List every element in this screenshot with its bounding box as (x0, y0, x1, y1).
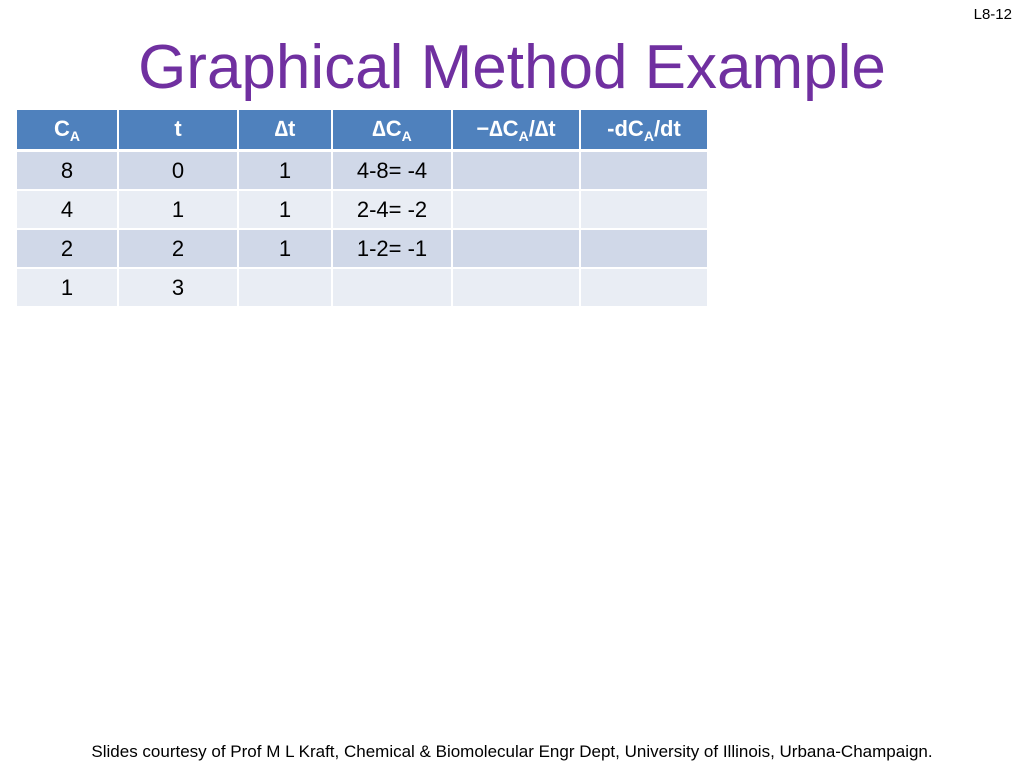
table-cell: 1 (239, 152, 333, 191)
table-cell (453, 269, 581, 308)
table-row (17, 191, 707, 230)
table-cell: 2 (17, 230, 119, 269)
table-row (17, 230, 707, 269)
header-neg-delta-ca-over-delta-t: $-\Delta C_A/\Delta t$ (453, 110, 581, 152)
data-table (17, 110, 707, 308)
table-cell: 4 (17, 191, 119, 230)
slide-number: L8-12 (973, 6, 1012, 23)
table-cell: 2-4= -2 (333, 191, 453, 230)
table-cell: 1 (239, 230, 333, 269)
table-cell: 1-2= -1 (333, 230, 453, 269)
table-cell: 3 (119, 269, 239, 308)
table-cell (581, 191, 707, 230)
table-cell (453, 230, 581, 269)
table-cell (453, 152, 581, 191)
table-cell: 2 (119, 230, 239, 269)
header-delta-ca: $\Delta C_A$ (333, 110, 453, 152)
table-cell (239, 269, 333, 308)
table-cell: 1 (119, 191, 239, 230)
table-cell: 1 (239, 191, 333, 230)
table-cell (581, 230, 707, 269)
header-delta-t: ∆t (239, 110, 333, 152)
table-cell: 1 (17, 269, 119, 308)
table-cell (453, 191, 581, 230)
header-ca: $C_A$ (17, 110, 119, 152)
table-row (17, 152, 707, 191)
footer-credit: Slides courtesy of Prof M L Kraft, Chemical & Biomolecular Engr Dept, University of Illinois, Urbana-Champaign. (91, 742, 933, 761)
header-t: t (119, 110, 239, 152)
table-cell (581, 269, 707, 308)
table-cell: 8 (17, 152, 119, 191)
table-header-row (17, 110, 707, 152)
table-cell: 4-8= -4 (333, 152, 453, 191)
header-neg-dca-dt: $-dC_A/dt$ (581, 110, 707, 152)
slide-title: Graphical Method Example (138, 33, 886, 102)
table-cell: 0 (119, 152, 239, 191)
table-cell (581, 152, 707, 191)
table-row (17, 269, 707, 308)
table-cell (333, 269, 453, 308)
